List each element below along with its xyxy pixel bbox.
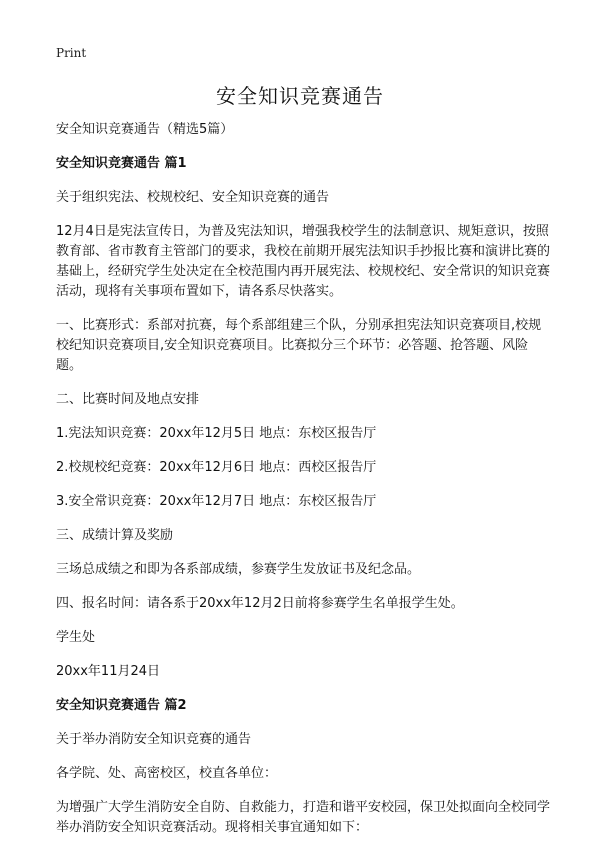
section1-item1: 一、比赛形式：系部对抗赛，每个系部组建三个队，分别承担宪法知识竞赛项目,校规校纪知识竞赛项目,安全知识竞赛项目。比赛拟分三个环节：必答题、抢答题、风险题。 [56,318,542,373]
document-subtitle: 安全知识竞赛通告（精选5篇） [56,122,234,137]
section1-item2-3: 3.安全常识竞赛：20xx年12月7日 地点：东校区报告厅 [56,494,377,509]
section1-item4: 四、报名时间：请各系于20xx年12月2日前将参赛学生名单报学生处。 [56,596,464,611]
section1-signature: 学生处 [56,630,96,645]
section2-heading: 安全知识竞赛通告 篇2 [56,698,187,713]
section1-heading: 安全知识竞赛通告 篇1 [56,156,187,171]
section2-recipients: 各学院、处、高密校区，校直各单位： [56,766,278,781]
section1-item3-text: 三场总成绩之和即为各系部成绩，参赛学生发放证书及纪念品。 [56,562,421,577]
section1-item2: 二、比赛时间及地点安排 [56,392,200,407]
section1-date: 20xx年11月24日 [56,664,161,679]
section1-intro: 12月4日是宪法宣传日，为普及宪法知识，增强我校学生的法制意识、规矩意识，按照教育部、省市教育主管部门的要求，我校在前期开展宪法知识手抄报比赛和演讲比赛的基础上，经研究学生处决定在全校范围内再开展宪法、校规校纪、安全常识的知识竞赛活动，现将有关事项布置如下，请各系尽快落实。 [56,224,551,299]
section2-notice-title: 关于举办消防安全知识竞赛的通告 [56,732,252,747]
section2-intro: 为增强广大学生消防安全自防、自救能力，打造和谐平安校园，保卫处拟面向全校同学举办消防安全知识竞赛活动。现将相关事宜通知如下： [56,800,551,835]
document-title: 安全知识竞赛通告 [216,84,384,108]
section1-notice-title: 关于组织宪法、校规校纪、安全知识竞赛的通告 [56,190,330,205]
section1-item3: 三、成绩计算及奖励 [56,528,174,543]
section1-item2-1: 1.宪法知识竞赛：20xx年12月5日 地点：东校区报告厅 [56,426,377,441]
section1-item2-2: 2.校规校纪竞赛：20xx年12月6日 地点：西校区报告厅 [56,460,377,475]
print-label: Print [56,46,87,60]
document-content [56,120,550,852]
